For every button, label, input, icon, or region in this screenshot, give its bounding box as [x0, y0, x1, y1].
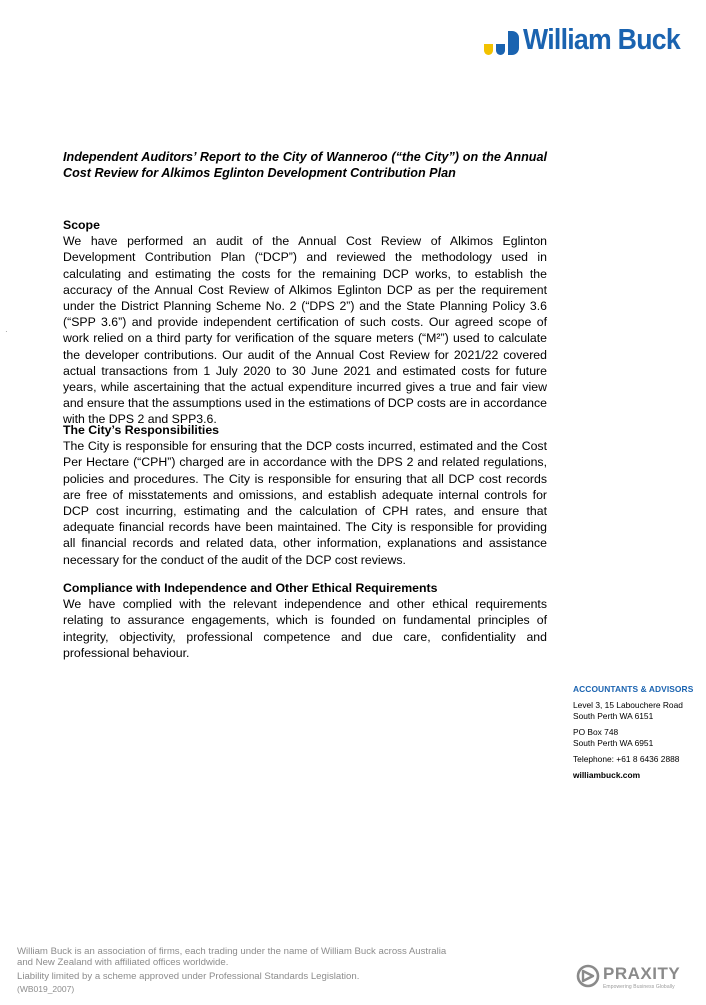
section-heading: The City’s Responsibilities — [63, 423, 220, 437]
sidebar-tagline: ACCOUNTANTS & ADVISORS — [573, 684, 694, 694]
po-line: PO Box 748 — [573, 727, 619, 737]
footer-disclaimer — [17, 946, 517, 995]
praxity-icon — [576, 964, 600, 988]
section-heading: Scope — [63, 218, 100, 232]
contact-sidebar — [573, 684, 698, 781]
logo-text: William Buck — [523, 24, 681, 56]
praxity-logo — [576, 964, 680, 990]
report-title: Independent Auditors’ Report to the City of Wanneroo (“the City”) on the Annual Cost Review for Alkimos Eglinton Development Contribution Plan — [63, 150, 547, 180]
praxity-word: PRAXITY — [603, 964, 681, 983]
website-link[interactable]: williambuck.com — [573, 770, 641, 780]
praxity-tagline: Empowering Business Globally — [603, 984, 675, 990]
document-code: (WB019_2007) — [17, 983, 75, 994]
section-heading: Compliance with Independence and Other Ethical Requirements — [63, 581, 438, 595]
william-buck-logo-icon — [484, 27, 519, 55]
address-line: Level 3, 15 Labouchere Road — [573, 700, 683, 710]
address-line: South Perth WA 6151 — [573, 711, 654, 721]
section-body: The City is responsible for ensuring that the DCP costs incurred, estimated and the Cost Per Hectare (“CPH”) charged are in accordance with the DPS 2 and related regulations, policies and procedures. The City is responsible for ensuring that all DCP cost records are free of misstatements and omissions, and establish adequate internal controls for DCP cost incurring, estimating and the calculation of CPH rates, and ensure that adequate financial records have been maintained. The City is responsible for providing all financial records and related data, other information, explanations and assistance necessary for the conduct of the audit of the DCP cost reviews. — [63, 439, 547, 567]
footer-line: and New Zealand with affiliated offices worldwide. — [17, 957, 229, 969]
postal-address — [573, 727, 698, 749]
section-responsibilities — [63, 422, 547, 568]
section-body: We have complied with the relevant independence and other ethical requirements relating to assurance engagements, which is founded on fundamental principles of integrity, objectivity, professional competence and due care, confidentiality and professional behaviour. — [63, 597, 547, 660]
street-address — [573, 700, 698, 722]
footer-line: Liability limited by a scheme approved under Professional Standards Legislation. — [17, 971, 360, 983]
footer-line: William Buck is an association of firms, each trading under the name of William Buck across Australia — [17, 946, 447, 957]
telephone: Telephone: +61 8 6436 2888 — [573, 754, 680, 764]
margin-mark: · — [5, 327, 8, 336]
william-buck-logo — [484, 24, 694, 57]
section-body: We have performed an audit of the Annual Cost Review of Alkimos Eglinton Development Contribution Plan (“DCP”) and reviewed the methodology used in calculating and estimating the costs for the remaining DCP works, to establish the accuracy of the Annual Cost Review of Alkimos Eglinton DCP as per the requirement under the District Planning Scheme No. 2 (“DPS 2”) and the State Planning Policy 3.6 (“SPP 3.6”) and provide independent certification of such costs. Our agreed scope of work relied on a third party for verification of the square meters (“M²”) used to calculate the developer contributions. Our audit of the Annual Cost Review for 2021/22 covered actual transactions from 1 July 2020 to 30 June 2021 and estimated costs for future years, while ascertaining that the actual expenditure incurred gives a true and fair view and ensure that the assumptions used in the estimations of DCP costs are in accordance with the DPS 2 and SPP3.6. — [63, 234, 547, 427]
po-line: South Perth WA 6951 — [573, 738, 654, 748]
section-scope — [63, 217, 547, 428]
section-ethics — [63, 580, 547, 661]
